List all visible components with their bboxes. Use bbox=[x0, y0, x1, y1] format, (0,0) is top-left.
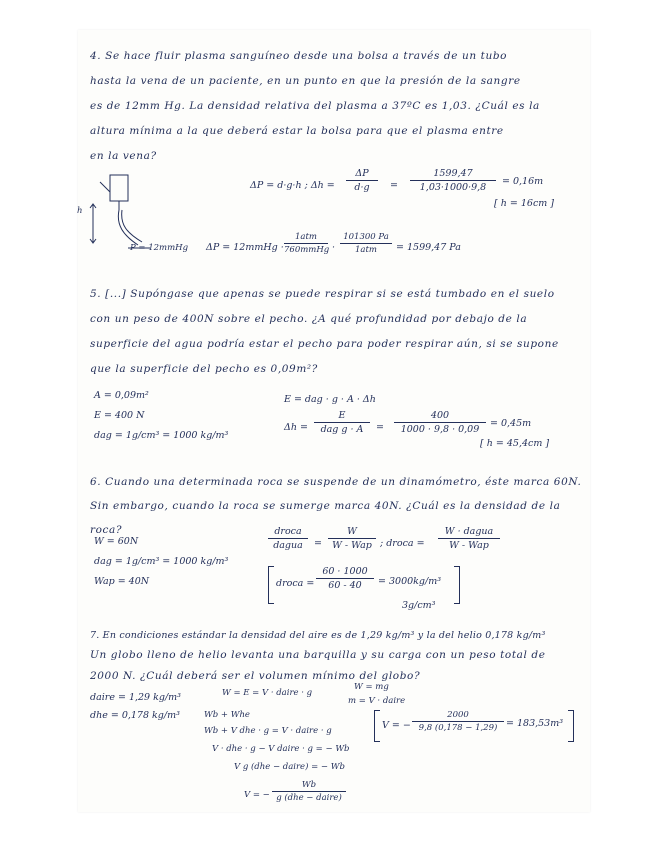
p4-eq1-box-text: h = 16cm bbox=[500, 198, 548, 209]
p7-box-frac bbox=[412, 710, 504, 733]
p7-step-8: V = − bbox=[244, 790, 270, 800]
p6-f3-num: W · dagua bbox=[444, 526, 494, 537]
p4-eq1-equals: = bbox=[390, 180, 398, 191]
p6-line-3: roca? bbox=[90, 524, 123, 536]
p7-step-1: W = E = V · daire · g bbox=[222, 688, 313, 698]
p5-eqA: E = dag · g · A · Δh bbox=[284, 394, 376, 405]
p6-data-1: W = 60N bbox=[94, 536, 139, 547]
p6-result-value: = 3000kg/m³ bbox=[378, 576, 442, 587]
p5-eqB-lhs: Δh = bbox=[284, 422, 308, 433]
p4-eq1-lhs: ΔP = d·g·h ; Δh = bbox=[250, 180, 335, 191]
notebook-page bbox=[78, 30, 590, 812]
p6-frac3 bbox=[438, 526, 500, 551]
p6-f3-den: W - Wap bbox=[449, 540, 489, 551]
p4-eq1-frac1 bbox=[346, 168, 378, 193]
p6-line-2: Sin embargo, cuando la roca se sumerge marca 40N. ¿Cuál es la densidad de la bbox=[90, 500, 561, 512]
p6-f3-pre: ; droca = bbox=[380, 538, 425, 549]
p4-line-2: hasta la vena de un paciente, en un punto en que la presión de la sangre bbox=[90, 75, 521, 87]
p4-eq1-boxed: [ h = 16cm ] bbox=[494, 198, 555, 209]
p5-line-1: 5. [...] Supóngase que apenas se puede respirar si se está tumbado en el suelo bbox=[90, 288, 555, 300]
p5-eqB-num2: 400 bbox=[430, 410, 450, 421]
p5-eqB-boxed: [ h = 45,4cm ] bbox=[480, 438, 550, 449]
p7-box-result: = 183,53m³ bbox=[506, 718, 564, 729]
p7-step-7: V g (dhe − daire) = − Wb bbox=[234, 762, 345, 772]
p6-f1-num: droca bbox=[274, 526, 302, 537]
p7-bracket-left bbox=[374, 710, 380, 742]
p6-frac2 bbox=[328, 526, 376, 551]
p7-step-2: W = mg bbox=[354, 682, 389, 692]
p5-line-3: superficie del agua podría estar el pecho para poder respirar aún, si se supone bbox=[90, 338, 559, 350]
p6-result-frac bbox=[316, 566, 374, 591]
p4-eq1-frac2 bbox=[410, 168, 496, 193]
p5-eqB-frac1 bbox=[314, 410, 370, 435]
p4-eq2-lhs: ΔP = 12mmHg · bbox=[206, 242, 284, 253]
p6-bracket-left bbox=[268, 566, 274, 604]
p7-bracket-right bbox=[568, 710, 574, 742]
p4-line-1: 4. Se hace fluir plasma sanguíneo desde una bolsa a través de un tubo bbox=[90, 50, 508, 62]
p7-b-num: 2000 bbox=[447, 710, 469, 720]
p7-step-8-frac bbox=[272, 780, 346, 803]
p5-eqB-den2: 1000 · 9,8 · 0,09 bbox=[400, 424, 480, 435]
p6-r-num: 60 · 1000 bbox=[322, 566, 368, 577]
p6-line-1: 6. Cuando una determinada roca se suspende de un dinamómetro, éste marca 60N. bbox=[90, 476, 582, 488]
p4-line-3: es de 12mm Hg. La densidad relativa del plasma a 37ºC es 1,03. ¿Cuál es la bbox=[90, 100, 540, 112]
p4-eq2-frac1 bbox=[284, 232, 328, 255]
p7-box-pre: V = − bbox=[382, 720, 411, 731]
p6-f1-equals: = bbox=[314, 538, 322, 549]
p6-data-3: Wap = 40N bbox=[94, 576, 150, 587]
p5-eqB-num: E bbox=[338, 410, 346, 421]
p4-eq1-num: ΔP bbox=[355, 168, 369, 179]
p7-s8-num: Wb bbox=[301, 780, 317, 790]
p6-result-alt: 3g/cm³ bbox=[402, 600, 436, 611]
p4-eq1-den: d·g bbox=[354, 182, 370, 193]
p7-step-5: Wb + V dhe · g = V · daire · g bbox=[204, 726, 332, 736]
p5-eqB-result: = 0,45m bbox=[490, 418, 532, 429]
p5-line-2: con un peso de 400N sobre el pecho. ¿A qué profundidad por debajo de la bbox=[90, 313, 528, 325]
p7-s8-den: g (dhe − daire) bbox=[276, 793, 342, 803]
p4-eq2-n1: 1atm bbox=[295, 232, 317, 242]
p7-line-1: 7. En condiciones estándar la densidad del aire es de 1,29 kg/m³ y la del helio 0,178 kg/m³ bbox=[90, 630, 546, 641]
p6-f1-den: dagua bbox=[273, 540, 303, 551]
p5-data-2: E = 400 N bbox=[94, 410, 145, 421]
p5-data-3: dag = 1g/cm³ = 1000 kg/m³ bbox=[94, 430, 229, 441]
p5-line-4: que la superficie del pecho es 0,09m²? bbox=[90, 363, 318, 375]
p6-data-2: dag = 1g/cm³ = 1000 kg/m³ bbox=[94, 556, 229, 567]
p4-eq1-result: = 0,16m bbox=[502, 176, 544, 187]
p4-eq1-den2: 1,03·1000·9,8 bbox=[419, 182, 487, 193]
p7-data-1: daire = 1,29 kg/m³ bbox=[90, 692, 181, 703]
p4-eq2-n2: 101300 Pa bbox=[343, 232, 389, 242]
p4-eq1-num2: 1599,47 bbox=[433, 168, 473, 179]
p6-bracket-right bbox=[454, 566, 460, 604]
p4-eq2-frac2 bbox=[340, 232, 392, 255]
p7-step-3: m = V · daire bbox=[348, 696, 406, 706]
p6-f2-num: W bbox=[347, 526, 357, 537]
p7-step-6: V · dhe · g − V daire · g = − Wb bbox=[212, 744, 350, 754]
p5-eqB-den: dag g · A bbox=[320, 424, 364, 435]
diagram-h-label: h bbox=[77, 206, 83, 216]
p4-eq2-dot: · bbox=[332, 242, 336, 253]
p4-eq2-d2: 1atm bbox=[355, 245, 377, 255]
p5-eqB-frac2 bbox=[394, 410, 486, 435]
p7-b-den: 9,8 (0,178 − 1,29) bbox=[418, 723, 498, 733]
p5-eqB-box-text: h = 45,4cm bbox=[486, 438, 543, 449]
diagram-pressure-label: P = 12mmHg bbox=[130, 243, 189, 253]
p4-line-5: en la vena? bbox=[90, 150, 157, 162]
p7-line-3: 2000 N. ¿Cuál deberá ser el volumen mínimo del globo? bbox=[90, 670, 421, 682]
p5-eqB-equals: = bbox=[376, 422, 384, 433]
p4-eq2-d1: 760mmHg bbox=[284, 245, 330, 255]
p7-line-2: Un globo lleno de helio levanta una barquilla y su carga con un peso total de bbox=[90, 649, 546, 661]
p5-data-1: A = 0,09m² bbox=[94, 390, 149, 401]
p6-f2-den: W - Wap bbox=[332, 540, 372, 551]
p6-frac1 bbox=[268, 526, 308, 551]
p6-result-pre: droca = bbox=[276, 578, 315, 589]
p6-r-den: 60 - 40 bbox=[328, 580, 362, 591]
p4-line-4: altura mínima a la que deberá estar la bolsa para que el plasma entre bbox=[90, 125, 504, 137]
p7-step-4: Wb + Whe bbox=[204, 710, 250, 720]
p4-eq2-result: = 1599,47 Pa bbox=[396, 242, 461, 253]
p7-data-2: dhe = 0,178 kg/m³ bbox=[90, 710, 180, 721]
